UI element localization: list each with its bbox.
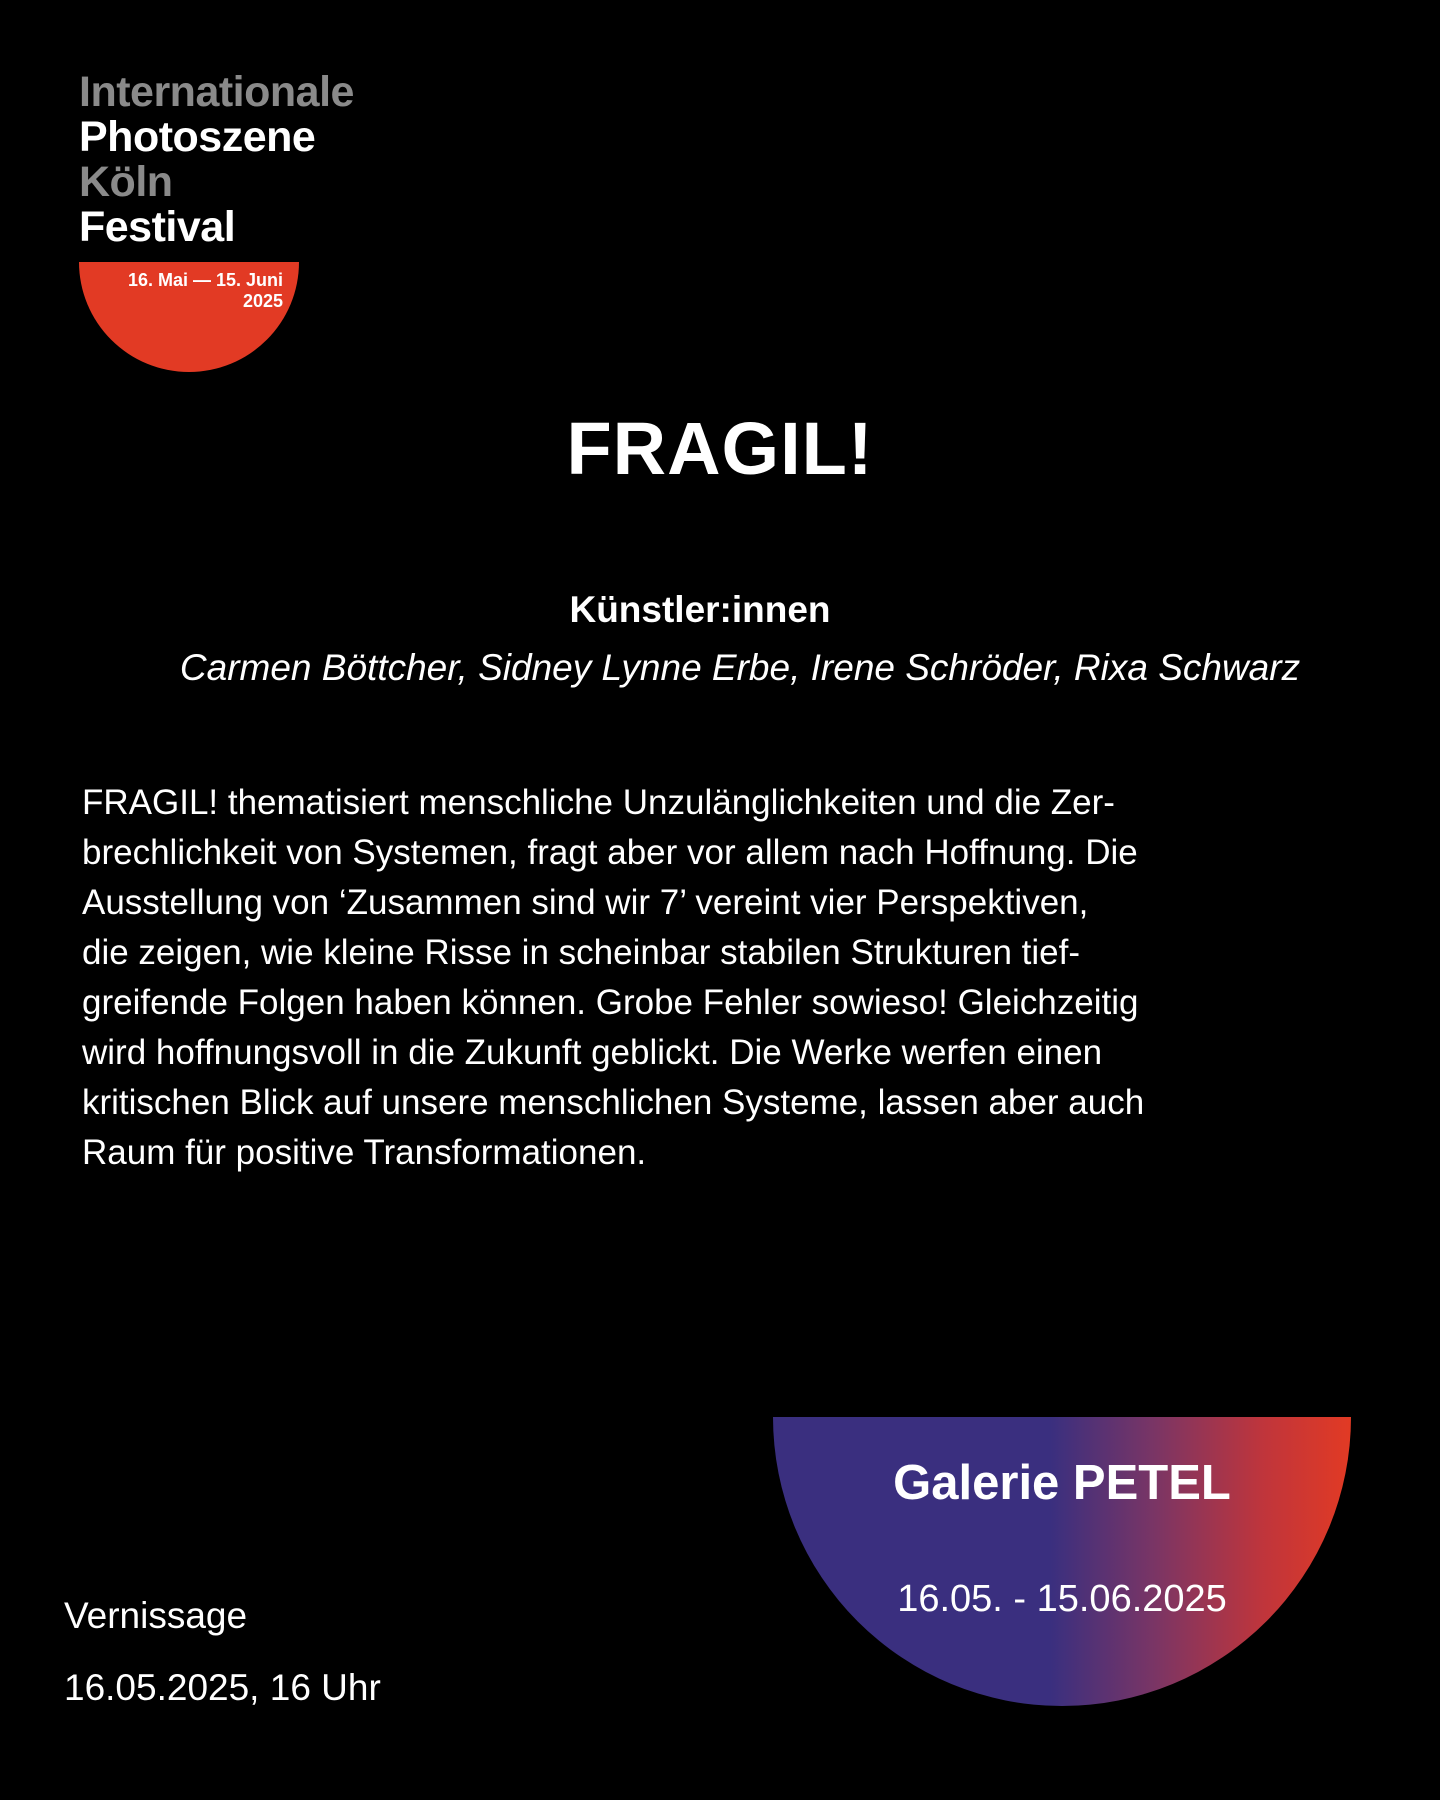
logo-dates (128, 270, 283, 312)
description-line: Ausstellung von ‘Zusammen sind wir 7’ vereint vier Perspektiven, (82, 883, 1089, 922)
venue-badge (773, 1417, 1351, 1706)
exhibition-title: FRAGIL! (566, 407, 874, 490)
description-line: FRAGIL! thematisiert menschliche Unzulänglichkeiten und die Zer- (82, 783, 1115, 822)
vernissage-date: 16.05.2025, 16 Uhr (64, 1667, 381, 1708)
venue-name: Galerie PETEL (893, 1456, 1231, 1510)
logo-line-festival: Festival (79, 203, 236, 251)
venue-dates: 16.05. - 15.06.2025 (897, 1578, 1227, 1620)
description-line: kritischen Blick auf unsere menschlichen Systeme, lassen aber auch (82, 1083, 1145, 1122)
artists-heading: Künstler:innen (569, 589, 831, 630)
logo-date-badge (79, 262, 299, 372)
description-line: die zeigen, wie kleine Risse in scheinbar stabilen Strukturen tief- (82, 933, 1081, 972)
logo-line-photoszene: Photoszene (79, 113, 316, 161)
description-line: wird hoffnungsvoll in die Zukunft geblickt. Die Werke werfen einen (82, 1033, 1103, 1072)
logo-line-internationale: Internationale (79, 68, 354, 116)
description-line: Raum für positive Transformationen. (82, 1133, 647, 1172)
logo-dates-year: 2025 (242, 291, 283, 311)
festival-logo (79, 68, 419, 311)
logo-line-koeln: Köln (79, 158, 173, 206)
vernissage-label: Vernissage (64, 1595, 248, 1636)
artists-names: Carmen Böttcher, Sidney Lynne Erbe, Irene Schröder, Rixa Schwarz (179, 647, 1301, 688)
description-line: brechlichkeit von Systemen, fragt aber vor allem nach Hoffnung. Die (82, 833, 1138, 872)
description-line: greifende Folgen haben können. Grobe Fehler sowieso! Gleichzeitig (82, 983, 1139, 1022)
logo-dates-range: 16. Mai — 15. Juni (127, 270, 283, 290)
exhibition-description (82, 778, 1382, 1178)
